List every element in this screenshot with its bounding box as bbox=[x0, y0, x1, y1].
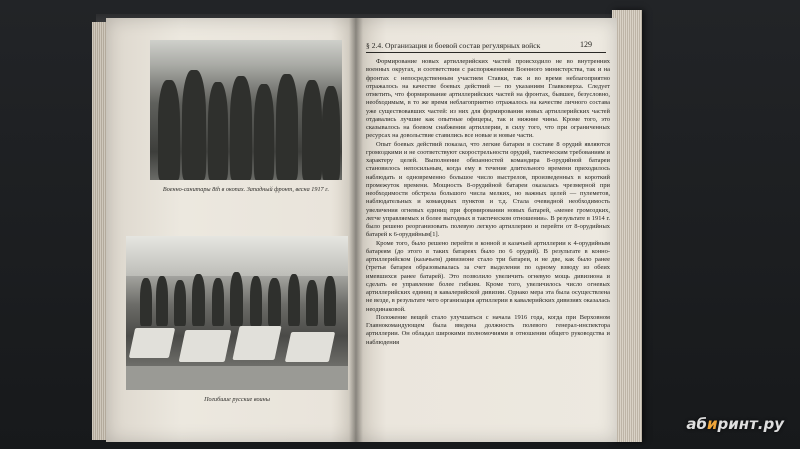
soldier-figure bbox=[182, 70, 206, 180]
person-figure bbox=[230, 272, 243, 326]
coffin bbox=[179, 330, 232, 362]
coffin bbox=[285, 332, 335, 362]
person-figure bbox=[250, 276, 262, 326]
coffin bbox=[232, 326, 281, 360]
paragraph: Опыт боевых действий показал, что легкие батареи в составе 8 орудий являются громоздкими и не соответствуют скорострельности орудий, тактическим требованиям и характеру целей. Выполнение обязанностей командира 8-орудийной батареи становилось непосильным, когда ему в течение длительного времени приходилось наблюдать и одновременно большое число выстрелов, произведенных в короткий промежуток времени. Мощность 8-орудийной батареи оказалась чрезмерной при необходимости обстрела большого числа мелких, но важных целей — пулеметов, наблюдательных и командных пунктов и т.д. Стала очевидной необходимость увеличения огневых единиц при формировании новых батарей, «менее громоздких, легче управляемых и более выгодных в тактическом отношении». В результате в 1914 г. было решено реорганизовать полевую легкую артиллерию и перейти от 8-орудийных батарей к 6-орудийным[1]. bbox=[366, 140, 610, 239]
soldier-figure bbox=[254, 84, 274, 180]
soldier-figure bbox=[208, 82, 228, 180]
soldier-figure bbox=[302, 80, 322, 180]
caption-bottom-photo: Погибшие русские воины bbox=[204, 396, 270, 403]
running-header bbox=[366, 40, 606, 53]
coffin bbox=[129, 328, 175, 358]
ground bbox=[126, 366, 348, 390]
photo-fallen-soldiers bbox=[126, 236, 348, 390]
soldier-figure bbox=[322, 86, 340, 180]
person-figure bbox=[140, 278, 152, 326]
watermark-part: аб bbox=[686, 415, 707, 433]
person-figure bbox=[192, 274, 205, 326]
person-figure bbox=[324, 276, 336, 326]
paragraph: Кроме того, было решено перейти в конной и казачьей артиллерии к 4-орудийным батареям (до этого в таких батареях было по 6 орудий). В результате в конно-артиллерийском (казачьем) дивизионе стало три батареи, и не две, как было ранее (третья батарея образовывалась за счет выделения по одному взводу из обеих имевшихся ранее батарей). Это позволило увеличить огневую мощь дивизиона и сделать ее управление более гибким. Кроме того, увеличилось число огневых артиллерийских единиц в кавалерийской дивизии. Однако мера эта была осуществлена не везде, в результате чего организация артиллерии в кавалерийских дивизиях оказалась неодинаковой. bbox=[366, 239, 610, 313]
person-figure bbox=[306, 280, 318, 326]
caption-top-photo: Военно-санитары 8th в окопах. Западный фронт, весна 1917 г. bbox=[162, 186, 330, 193]
watermark-logo bbox=[686, 415, 784, 433]
page-number: 129 bbox=[580, 40, 592, 49]
soldier-figure bbox=[276, 74, 298, 180]
person-figure bbox=[156, 276, 168, 326]
book-gutter bbox=[349, 18, 363, 442]
watermark-accent: и bbox=[706, 415, 718, 433]
photo-soldiers-trench bbox=[150, 40, 342, 180]
soldier-figure bbox=[158, 80, 180, 180]
paragraph: Положение вещей стало улучшаться с начала 1916 года, когда при Верховном Главнокомандующем была введена должность полевого генерал-инспектора артиллерии. Он обладал широкими полномочиями в отношении общего руководства и наблюдения bbox=[366, 313, 610, 346]
paragraph: Формирование новых артиллерийских частей происходило не во внутренних военных округах, и соответствии с распоряжениями Военного министерства, так и на фронтах с непосредственным участием Ставки, так и во время неблагоприятно отражалось на качестве боевых действий — по указаниям Главковерха. Следует отметить, что формирование артиллерийских частей на фронтах, бывшее, безусловно, необходимым, в то же время неблагоприятно отражалось на качестве личного состава уже существовавших частей: из них для формирования новых артиллерийских частей отдавались лучшие как опытные офицеры, так и нижние чины. Кроме того, это сказывалось на боевом снабжении артиллерии, в силу того, что при ограниченных ресурсах на довольствие ставились все новые и новые части. bbox=[366, 58, 610, 140]
body-text bbox=[366, 58, 610, 347]
header-title: § 2.4. Организация и боевой состав регулярных войск bbox=[366, 41, 541, 50]
photo-sky bbox=[126, 236, 348, 276]
watermark-part: ринт.ру bbox=[717, 415, 784, 433]
person-figure bbox=[174, 280, 186, 326]
person-figure bbox=[268, 278, 281, 326]
soldier-figure bbox=[230, 76, 252, 180]
person-figure bbox=[212, 278, 224, 326]
person-figure bbox=[288, 274, 300, 326]
